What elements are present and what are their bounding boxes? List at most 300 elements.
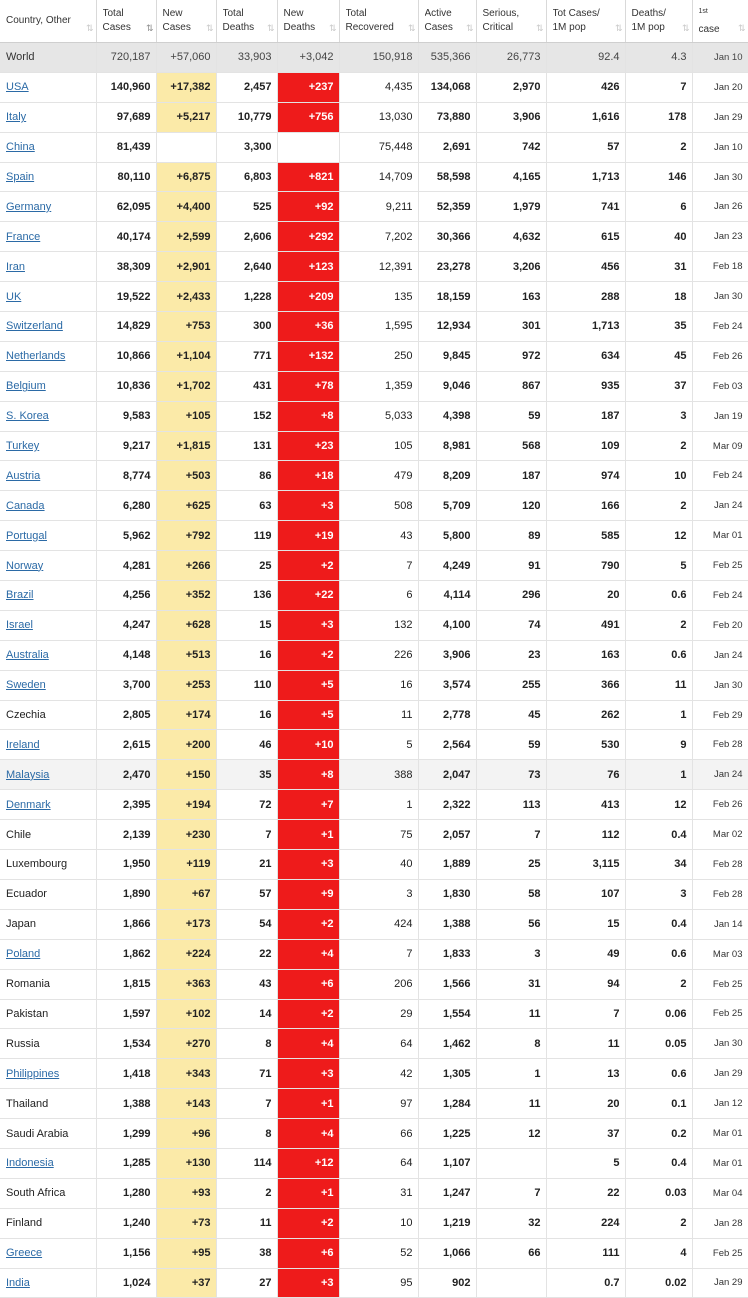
cell-serious-critical: 12 [476, 1119, 546, 1149]
cell-total-cases: 2,470 [96, 760, 156, 790]
cell-first-case: Jan 10 [692, 43, 748, 73]
cell-first-case: Feb 28 [692, 850, 748, 880]
sort-icon[interactable]: ⇅ [681, 23, 688, 33]
table-row [0, 1178, 748, 1208]
cell-total-cases: 720,187 [96, 43, 156, 73]
cell-serious-critical [476, 1148, 546, 1178]
cell-active-cases: 5,709 [418, 491, 476, 521]
cell-new-cases: +224 [156, 939, 216, 969]
cell-total-cases: 2,139 [96, 820, 156, 850]
cell-deaths-per-1m: 2 [625, 132, 692, 162]
country-link[interactable]: Brazil [0, 581, 96, 611]
table-row [0, 700, 748, 730]
cell-new-deaths: +8 [277, 760, 339, 790]
cell-first-case: Feb 25 [692, 551, 748, 581]
table-row [0, 1059, 748, 1089]
country-link[interactable]: Malaysia [0, 760, 96, 790]
cell-serious-critical: 301 [476, 312, 546, 342]
table-row [0, 1208, 748, 1238]
cell-new-deaths: +6 [277, 1238, 339, 1268]
cell-country: South Africa [0, 1178, 96, 1208]
cell-country: Thailand [0, 1089, 96, 1119]
cell-first-case: Feb 25 [692, 1238, 748, 1268]
cell-total-cases: 81,439 [96, 132, 156, 162]
cell-total-recovered: 11 [339, 700, 418, 730]
country-link[interactable]: Germany [0, 192, 96, 222]
table-row [0, 371, 748, 401]
cell-new-cases: +17,382 [156, 72, 216, 102]
cell-cases-per-1m: 615 [546, 222, 625, 252]
cell-new-deaths: +36 [277, 312, 339, 342]
cell-cases-per-1m: 413 [546, 790, 625, 820]
cell-deaths-per-1m: 4.3 [625, 43, 692, 73]
cell-serious-critical: 66 [476, 1238, 546, 1268]
cell-first-case: Jan 19 [692, 401, 748, 431]
cell-first-case: Feb 25 [692, 999, 748, 1029]
cell-cases-per-1m: 530 [546, 730, 625, 760]
cell-new-cases: +230 [156, 820, 216, 850]
cell-total-cases: 9,217 [96, 431, 156, 461]
column-header-cases-per-1m[interactable]: Tot Cases/ 1M pop ⇅ [546, 0, 625, 43]
cell-total-deaths: 131 [216, 431, 277, 461]
cell-deaths-per-1m: 2 [625, 431, 692, 461]
country-link[interactable]: Turkey [0, 431, 96, 461]
cell-cases-per-1m: 7 [546, 999, 625, 1029]
country-link[interactable]: India [0, 1268, 96, 1298]
cell-new-cases: +143 [156, 1089, 216, 1119]
cell-new-cases: +363 [156, 969, 216, 999]
cell-new-cases: +4,400 [156, 192, 216, 222]
cell-serious-critical [476, 1268, 546, 1298]
cell-active-cases: 3,574 [418, 670, 476, 700]
cell-cases-per-1m: 974 [546, 461, 625, 491]
cell-deaths-per-1m: 0.1 [625, 1089, 692, 1119]
table-row [0, 341, 748, 371]
country-link[interactable]: France [0, 222, 96, 252]
cell-cases-per-1m: 1,713 [546, 312, 625, 342]
cell-total-cases: 62,095 [96, 192, 156, 222]
cell-total-deaths: 15 [216, 610, 277, 640]
cell-deaths-per-1m: 0.4 [625, 909, 692, 939]
cell-new-cases: +119 [156, 850, 216, 880]
cell-new-cases: +1,815 [156, 431, 216, 461]
table-row [0, 1148, 748, 1178]
cell-new-cases: +130 [156, 1148, 216, 1178]
cell-deaths-per-1m: 0.2 [625, 1119, 692, 1149]
cell-serious-critical: 59 [476, 730, 546, 760]
sort-icon[interactable]: ⇅ [737, 23, 744, 33]
cell-first-case: Mar 02 [692, 820, 748, 850]
cell-serious-critical: 25 [476, 850, 546, 880]
cell-total-cases: 5,962 [96, 521, 156, 551]
cell-cases-per-1m: 0.7 [546, 1268, 625, 1298]
cell-new-cases: +93 [156, 1178, 216, 1208]
cell-total-deaths: 7 [216, 820, 277, 850]
cell-cases-per-1m: 935 [546, 371, 625, 401]
cell-total-deaths: 136 [216, 581, 277, 611]
country-link[interactable]: Denmark [0, 790, 96, 820]
cell-total-cases: 1,388 [96, 1089, 156, 1119]
column-header-serious-critical[interactable]: Serious, Critical ⇅ [476, 0, 546, 43]
country-link[interactable]: Canada [0, 491, 96, 521]
cell-first-case: Feb 24 [692, 461, 748, 491]
cell-new-deaths: +2 [277, 999, 339, 1029]
cell-deaths-per-1m: 6 [625, 192, 692, 222]
country-link[interactable]: Switzerland [0, 312, 96, 342]
cell-active-cases: 12,934 [418, 312, 476, 342]
cell-new-cases: +1,104 [156, 341, 216, 371]
cell-first-case: Jan 30 [692, 282, 748, 312]
cell-total-cases: 38,309 [96, 252, 156, 282]
sort-icon[interactable]: ⇅ [465, 23, 472, 33]
cell-deaths-per-1m: 35 [625, 312, 692, 342]
cell-new-deaths: +2 [277, 551, 339, 581]
country-link[interactable]: Spain [0, 162, 96, 192]
cell-total-cases: 10,836 [96, 371, 156, 401]
cell-cases-per-1m: 366 [546, 670, 625, 700]
country-link[interactable]: Portugal [0, 521, 96, 551]
country-link[interactable]: Norway [0, 551, 96, 581]
cell-total-recovered: 40 [339, 850, 418, 880]
cell-total-recovered: 1,595 [339, 312, 418, 342]
cell-cases-per-1m: 1,616 [546, 102, 625, 132]
cell-total-cases: 10,866 [96, 341, 156, 371]
table-row [0, 1268, 748, 1298]
cell-new-deaths: +4 [277, 939, 339, 969]
cell-deaths-per-1m: 9 [625, 730, 692, 760]
cell-new-cases: +6,875 [156, 162, 216, 192]
table-row [0, 102, 748, 132]
cell-total-recovered: 226 [339, 640, 418, 670]
cell-active-cases: 1,219 [418, 1208, 476, 1238]
cell-active-cases: 73,880 [418, 102, 476, 132]
cell-new-deaths: +1 [277, 1089, 339, 1119]
sort-icon[interactable]: ⇅ [205, 23, 212, 33]
cell-cases-per-1m: 634 [546, 341, 625, 371]
cell-cases-per-1m: 187 [546, 401, 625, 431]
table-row [0, 551, 748, 581]
cell-new-deaths: +3 [277, 491, 339, 521]
cell-serious-critical: 89 [476, 521, 546, 551]
cell-new-deaths: +18 [277, 461, 339, 491]
cell-total-cases: 2,805 [96, 700, 156, 730]
country-link[interactable]: Philippines [0, 1059, 96, 1089]
cell-total-recovered: 97 [339, 1089, 418, 1119]
cell-serious-critical: 11 [476, 1089, 546, 1119]
country-link[interactable]: USA [0, 72, 96, 102]
country-link[interactable]: Israel [0, 610, 96, 640]
cell-deaths-per-1m: 2 [625, 969, 692, 999]
cell-total-deaths: 63 [216, 491, 277, 521]
cell-total-deaths: 72 [216, 790, 277, 820]
cell-serious-critical: 163 [476, 282, 546, 312]
cell-cases-per-1m: 166 [546, 491, 625, 521]
cell-new-cases: +628 [156, 610, 216, 640]
cell-new-deaths: +2 [277, 1208, 339, 1238]
table-row [0, 969, 748, 999]
cell-new-deaths [277, 132, 339, 162]
cell-cases-per-1m: 57 [546, 132, 625, 162]
cell-total-deaths: 771 [216, 341, 277, 371]
column-header-active-cases[interactable]: Active Cases ⇅ [418, 0, 476, 43]
cell-total-cases: 4,281 [96, 551, 156, 581]
cell-total-recovered: 206 [339, 969, 418, 999]
table-row [0, 640, 748, 670]
cell-total-deaths: 119 [216, 521, 277, 551]
cell-country: Luxembourg [0, 850, 96, 880]
cell-total-deaths: 8 [216, 1029, 277, 1059]
table-row [0, 162, 748, 192]
table-header [0, 0, 748, 43]
cell-total-cases: 1,240 [96, 1208, 156, 1238]
table-row [0, 72, 748, 102]
cell-total-cases: 1,890 [96, 879, 156, 909]
cell-first-case: Jan 28 [692, 1208, 748, 1238]
cell-total-recovered: 132 [339, 610, 418, 640]
country-link[interactable]: China [0, 132, 96, 162]
cell-active-cases: 1,284 [418, 1089, 476, 1119]
cell-total-cases: 1,862 [96, 939, 156, 969]
sort-icon[interactable]: ⇅ [266, 23, 273, 33]
cell-new-cases: +96 [156, 1119, 216, 1149]
cell-active-cases: 1,107 [418, 1148, 476, 1178]
cell-total-recovered: 7 [339, 939, 418, 969]
table-row [0, 670, 748, 700]
cell-first-case: Feb 29 [692, 700, 748, 730]
cell-new-deaths: +10 [277, 730, 339, 760]
cell-first-case: Feb 28 [692, 730, 748, 760]
cell-first-case: Jan 10 [692, 132, 748, 162]
cell-active-cases: 5,800 [418, 521, 476, 551]
column-header-deaths-per-1m[interactable]: Deaths/ 1M pop ⇅ [625, 0, 692, 43]
table-row [0, 431, 748, 461]
table-row [0, 521, 748, 551]
cell-total-cases: 1,866 [96, 909, 156, 939]
cell-total-cases: 1,285 [96, 1148, 156, 1178]
cell-cases-per-1m: 585 [546, 521, 625, 551]
table-body [0, 43, 748, 1298]
cell-deaths-per-1m: 31 [625, 252, 692, 282]
cell-total-recovered: 42 [339, 1059, 418, 1089]
cell-total-deaths: 525 [216, 192, 277, 222]
country-link[interactable]: Iran [0, 252, 96, 282]
country-link[interactable]: Ireland [0, 730, 96, 760]
column-header-new-cases[interactable]: New Cases ⇅ [156, 0, 216, 43]
cell-country: Ecuador [0, 879, 96, 909]
cell-total-cases: 1,534 [96, 1029, 156, 1059]
cell-first-case: Mar 01 [692, 521, 748, 551]
cell-country: Saudi Arabia [0, 1119, 96, 1149]
cell-first-case: Feb 26 [692, 341, 748, 371]
cell-total-cases: 1,024 [96, 1268, 156, 1298]
cell-cases-per-1m: 92.4 [546, 43, 625, 73]
cell-new-cases: +2,433 [156, 282, 216, 312]
cell-deaths-per-1m: 0.06 [625, 999, 692, 1029]
cell-serious-critical: 31 [476, 969, 546, 999]
cell-new-deaths: +1 [277, 1178, 339, 1208]
cell-total-recovered: 1,359 [339, 371, 418, 401]
cell-new-cases: +67 [156, 879, 216, 909]
sort-icon[interactable]: ⇅ [145, 23, 152, 33]
cell-total-cases: 1,815 [96, 969, 156, 999]
cell-new-deaths: +4 [277, 1029, 339, 1059]
cell-active-cases: 2,564 [418, 730, 476, 760]
cell-cases-per-1m: 5 [546, 1148, 625, 1178]
cell-total-deaths: 110 [216, 670, 277, 700]
cell-new-deaths: +237 [277, 72, 339, 102]
cell-new-deaths: +5 [277, 670, 339, 700]
cell-new-cases: +625 [156, 491, 216, 521]
cell-first-case: Jan 14 [692, 909, 748, 939]
cell-deaths-per-1m: 2 [625, 491, 692, 521]
cell-country: Pakistan [0, 999, 96, 1029]
cell-active-cases: 1,066 [418, 1238, 476, 1268]
column-header-first-case[interactable]: $^{1st}$ case ⇅ [692, 0, 748, 43]
cell-serious-critical: 56 [476, 909, 546, 939]
country-link[interactable]: Indonesia [0, 1148, 96, 1178]
table-row [0, 999, 748, 1029]
table-row [0, 282, 748, 312]
cell-deaths-per-1m: 34 [625, 850, 692, 880]
cell-total-cases: 19,522 [96, 282, 156, 312]
cell-deaths-per-1m: 0.6 [625, 640, 692, 670]
cell-first-case: Mar 03 [692, 939, 748, 969]
cell-new-cases: +270 [156, 1029, 216, 1059]
column-header-total-deaths[interactable]: Total Deaths ⇅ [216, 0, 277, 43]
table-row [0, 790, 748, 820]
cell-deaths-per-1m: 3 [625, 879, 692, 909]
cell-new-deaths: +9 [277, 879, 339, 909]
cell-total-recovered: 424 [339, 909, 418, 939]
cell-active-cases: 9,046 [418, 371, 476, 401]
sort-icon[interactable]: ⇅ [85, 23, 92, 33]
cell-new-cases: +150 [156, 760, 216, 790]
cell-active-cases: 1,566 [418, 969, 476, 999]
cell-first-case: Jan 30 [692, 1029, 748, 1059]
cell-serious-critical: 7 [476, 1178, 546, 1208]
country-link[interactable]: Italy [0, 102, 96, 132]
cell-total-cases: 1,597 [96, 999, 156, 1029]
cell-new-deaths: +78 [277, 371, 339, 401]
cell-deaths-per-1m: 2 [625, 1208, 692, 1238]
cell-total-recovered: 13,030 [339, 102, 418, 132]
cell-new-cases: +105 [156, 401, 216, 431]
country-link[interactable]: Australia [0, 640, 96, 670]
cell-active-cases: 8,981 [418, 431, 476, 461]
table-row [0, 401, 748, 431]
cell-cases-per-1m: 163 [546, 640, 625, 670]
cell-serious-critical: 2,970 [476, 72, 546, 102]
cell-total-deaths: 38 [216, 1238, 277, 1268]
cell-new-deaths: +2 [277, 640, 339, 670]
cell-total-deaths: 35 [216, 760, 277, 790]
cell-country: Romania [0, 969, 96, 999]
cell-total-recovered: 150,918 [339, 43, 418, 73]
cell-cases-per-1m: 790 [546, 551, 625, 581]
country-link[interactable]: Greece [0, 1238, 96, 1268]
cell-active-cases: 535,366 [418, 43, 476, 73]
cell-active-cases: 3,906 [418, 640, 476, 670]
cell-deaths-per-1m: 1 [625, 700, 692, 730]
cell-deaths-per-1m: 7 [625, 72, 692, 102]
sort-icon[interactable]: ⇅ [614, 23, 621, 33]
country-link[interactable]: Austria [0, 461, 96, 491]
cell-total-cases: 1,280 [96, 1178, 156, 1208]
cell-total-recovered: 64 [339, 1148, 418, 1178]
cell-total-cases: 2,395 [96, 790, 156, 820]
table-row [0, 132, 748, 162]
cell-serious-critical: 3,906 [476, 102, 546, 132]
cell-total-recovered: 6 [339, 581, 418, 611]
cell-new-cases: +343 [156, 1059, 216, 1089]
column-header-total-recovered[interactable]: Total Recovered ⇅ [339, 0, 418, 43]
cell-first-case: Jan 26 [692, 192, 748, 222]
cell-total-deaths: 16 [216, 700, 277, 730]
cell-new-deaths: +3 [277, 850, 339, 880]
cell-new-deaths: +3 [277, 610, 339, 640]
cell-active-cases: 52,359 [418, 192, 476, 222]
country-link[interactable]: Belgium [0, 371, 96, 401]
column-header-country[interactable]: Country, Other ⇅ [0, 0, 96, 43]
cell-active-cases: 8,209 [418, 461, 476, 491]
cell-country: Chile [0, 820, 96, 850]
cell-serious-critical: 45 [476, 700, 546, 730]
cell-cases-per-1m: 426 [546, 72, 625, 102]
table-row [0, 850, 748, 880]
country-link[interactable]: Netherlands [0, 341, 96, 371]
cell-total-deaths: 27 [216, 1268, 277, 1298]
cell-total-deaths: 16 [216, 640, 277, 670]
cell-total-deaths: 2,640 [216, 252, 277, 282]
sort-icon[interactable]: ⇅ [328, 23, 335, 33]
cell-serious-critical: 867 [476, 371, 546, 401]
cell-deaths-per-1m: 0.05 [625, 1029, 692, 1059]
cell-active-cases: 1,833 [418, 939, 476, 969]
cell-first-case: Jan 29 [692, 1268, 748, 1298]
cell-active-cases: 4,249 [418, 551, 476, 581]
sort-icon[interactable]: ⇅ [535, 23, 542, 33]
cell-total-recovered: 7,202 [339, 222, 418, 252]
cell-total-recovered: 105 [339, 431, 418, 461]
cell-new-deaths: +209 [277, 282, 339, 312]
cell-total-recovered: 29 [339, 999, 418, 1029]
cell-serious-critical: 7 [476, 820, 546, 850]
country-link[interactable]: Poland [0, 939, 96, 969]
column-header-new-deaths[interactable]: New Deaths ⇅ [277, 0, 339, 43]
cell-active-cases: 902 [418, 1268, 476, 1298]
table-row [0, 610, 748, 640]
cell-total-deaths: 8 [216, 1119, 277, 1149]
cell-active-cases: 23,278 [418, 252, 476, 282]
cell-serious-critical: 187 [476, 461, 546, 491]
country-link[interactable]: Sweden [0, 670, 96, 700]
cell-new-deaths: +3 [277, 1059, 339, 1089]
cell-new-cases: +266 [156, 551, 216, 581]
cell-new-cases: +513 [156, 640, 216, 670]
country-link[interactable]: UK [0, 282, 96, 312]
sort-icon[interactable]: ⇅ [407, 23, 414, 33]
cell-active-cases: 1,247 [418, 1178, 476, 1208]
cell-total-deaths: 71 [216, 1059, 277, 1089]
cell-first-case: Feb 03 [692, 371, 748, 401]
cell-cases-per-1m: 94 [546, 969, 625, 999]
cell-cases-per-1m: 20 [546, 1089, 625, 1119]
country-link[interactable]: S. Korea [0, 401, 96, 431]
column-header-total-cases[interactable]: Total Cases ⇅ [96, 0, 156, 43]
cell-deaths-per-1m: 146 [625, 162, 692, 192]
table-row [0, 192, 748, 222]
cell-new-deaths: +3,042 [277, 43, 339, 73]
